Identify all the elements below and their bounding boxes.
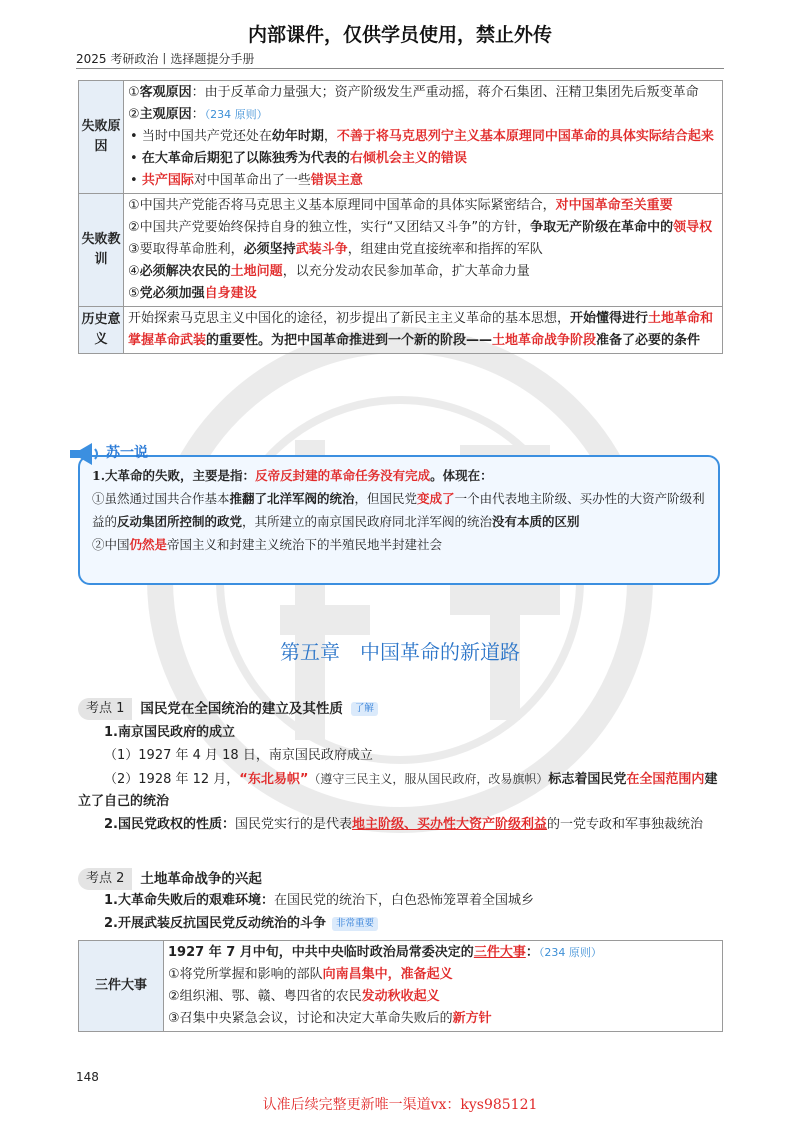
list-item: ①虽然通过国共合作基本推翻了北洋军阀的统治，但国民党变成了一个由代表地主阶级、买办性的大资产阶级利益的反动集团所控制的政党，其所建立的南京国民政府同北洋军阀的统治没有本质的区别 xyxy=(92,491,705,529)
footer-notice: 认准后续完整更新唯一渠道vx：kys985121 xyxy=(262,1097,538,1113)
list-item: ⑤党必须加强自身建设 xyxy=(128,286,257,301)
row-content xyxy=(124,307,723,354)
tag-badge: 了解 xyxy=(351,702,378,716)
row-content xyxy=(164,941,723,1032)
kd-title: 国民党在全国统治的建立及其性质 xyxy=(140,701,343,717)
kd1-p1: 1.南京国民政府的成立 xyxy=(104,725,235,740)
list-item: ②中国仍然是帝国主义和封建主义统治下的半殖民地半封建社会 xyxy=(92,537,443,552)
note-tag: （234 原则） xyxy=(538,946,602,959)
list-item: ④必须解决农民的土地问题，以充分发动农民参加革命，扩大革命力量 xyxy=(128,264,530,279)
row-content xyxy=(124,81,723,194)
table-row xyxy=(79,81,723,194)
table-row xyxy=(79,194,723,307)
bullet-icon: • xyxy=(130,151,138,166)
three-events-table xyxy=(78,940,723,1032)
kd1-p2: （1）1927 年 4 月 18 日，南京国民政府成立 xyxy=(104,748,373,763)
list-item: 开始探索马克思主义中国化的途径，初步提出了新民主主义革命的基本思想，开始懂得进行土地革命和掌握革命武装的重要性。为把中国革命推进到一个新的阶段——土地革命战争阶段准备了必要的条件 xyxy=(128,311,714,348)
header-title: 内部课件，仅供学员使用，禁止外传 xyxy=(247,24,552,46)
row-label: 三件大事 xyxy=(79,941,164,1032)
callout-text xyxy=(92,464,712,556)
row-label: 历史意义 xyxy=(79,307,124,354)
kd-badge: 考点 1 xyxy=(78,698,132,720)
list-item: • 在大革命后期犯了以陈独秀为代表的右倾机会主义的错误 xyxy=(130,151,467,166)
list-item: ②主观原因：（234 原则） xyxy=(128,107,268,122)
chapter-title: 第五章 中国革命的新道路 xyxy=(280,640,520,664)
kd1-p3: （2）1928 年 12 月，“东北易帜”（遵守三民主义，服从国民政府，改易旗帜）标志着国民党在全国范围内建立了自己的统治 xyxy=(78,772,718,809)
failure-table xyxy=(78,80,723,354)
bullet-icon: • xyxy=(130,129,138,144)
callout-title: 苏一说 xyxy=(106,445,148,461)
row-label: 失败教训 xyxy=(79,194,124,307)
kd-title: 土地革命战争的兴起 xyxy=(140,871,262,887)
list-item: ①客观原因：由于反革命力量强大；资产阶级发生严重动摇，蒋介石集团、汪精卫集团先后叛变革命 xyxy=(128,85,699,100)
kd1-p4: 2.国民党政权的性质：国民党实行的是代表地主阶级、买办性大资产阶级利益的一党专政和军事独裁统治 xyxy=(104,817,704,832)
list-item: 1927 年 7 月中旬，中共中央临时政治局常委决定的三件大事：（234 原则） xyxy=(168,945,602,960)
kd2-p2: 2.开展武装反抗国民党反动统治的斗争 非常重要 xyxy=(104,913,724,935)
kd1-heading xyxy=(78,698,378,720)
list-item: 1.大革命的失败，主要是指：反帝反封建的革命任务没有完成。体现在： xyxy=(92,468,493,483)
table-row xyxy=(79,941,723,1032)
list-item: ③召集中央紧急会议，讨论和决定大革命失败后的新方针 xyxy=(168,1011,492,1026)
table-row xyxy=(79,307,723,354)
list-item: • 当时中国共产党还处在幼年时期，不善于将马克思列宁主义基本原理同中国革命的具体实际结合起来 xyxy=(130,129,714,144)
tag-badge: 非常重要 xyxy=(332,917,378,931)
list-item: ②组织湘、鄂、赣、粤四省的农民发动秋收起义 xyxy=(168,989,440,1004)
list-item: • 共产国际对中国革命出了一些错误主意 xyxy=(130,173,363,188)
header-subtitle: 2025 考研政治丨选择题提分手册 xyxy=(76,52,255,66)
list-item: ①将党所掌握和影响的部队向南昌集中，准备起义 xyxy=(168,967,453,982)
list-item: ②中国共产党要始终保持自身的独立性，实行“又团结又斗争”的方针，争取无产阶级在革命中的领导权 xyxy=(128,220,713,235)
row-label: 失败原因 xyxy=(79,81,124,194)
list-item: ①中国共产党能否将马克思主义基本原理同中国革命的具体实际紧密结合，对中国革命至关重要 xyxy=(128,198,673,213)
note-tag: （234 原则） xyxy=(204,108,268,121)
page-number: 148 xyxy=(76,1070,99,1084)
kd2-p1: 1.大革命失败后的艰难环境：在国民党的统治下，白色恐怖笼罩着全国城乡 xyxy=(104,893,534,908)
bullet-icon: • xyxy=(130,173,138,188)
kd-badge: 考点 2 xyxy=(78,868,132,890)
kd2-heading xyxy=(78,868,262,890)
header-divider xyxy=(76,68,724,69)
list-item: ③要取得革命胜利，必须坚持武装斗争，组建由党直接统率和指挥的军队 xyxy=(128,242,543,257)
row-content xyxy=(124,194,723,307)
